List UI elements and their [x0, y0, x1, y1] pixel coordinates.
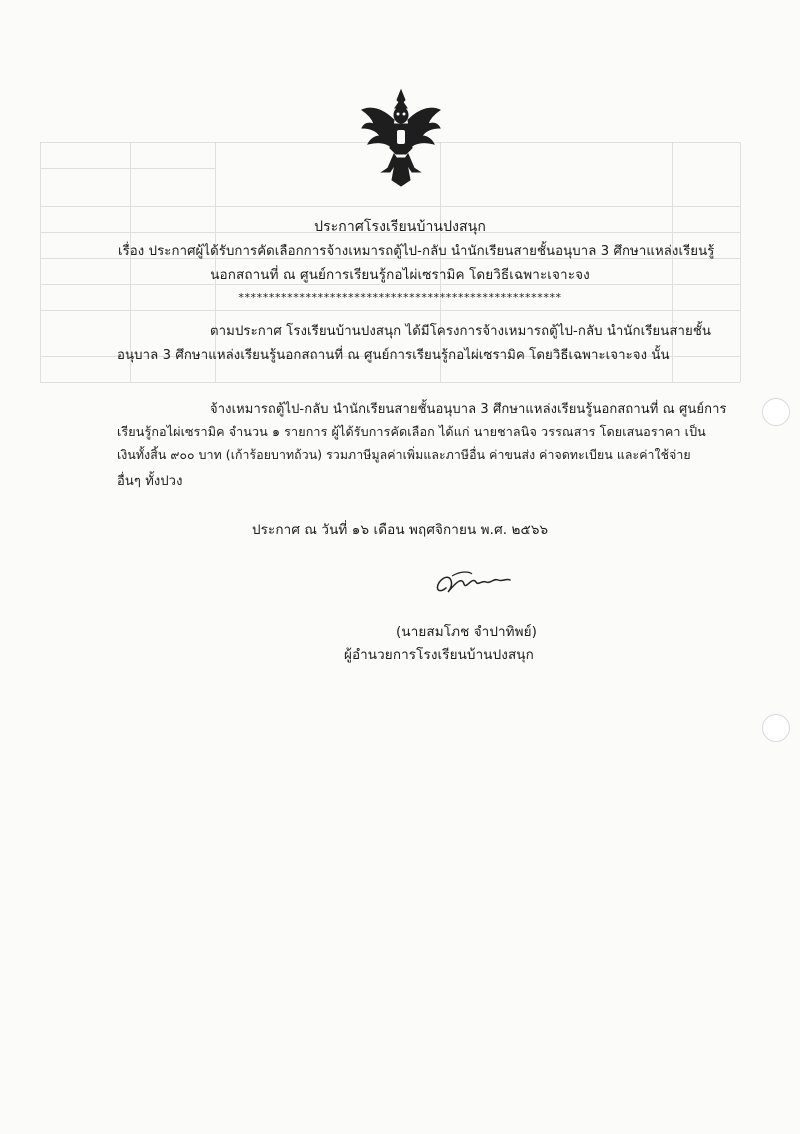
hole-punch-top	[762, 398, 790, 426]
separator-line: *****************************************************	[238, 291, 562, 304]
paragraph-2-line-1: จ้างเหมารถตู้ไป-กลับ นำนักเรียนสายชั้นอนุบาล 3 ศึกษาแหล่งเรียนรู้นอกสถานที่ ณ ศูนย์การ	[210, 402, 727, 417]
signatory-name: (นายสมโภช จำปาทิพย์)	[396, 624, 538, 640]
paragraph-2-line-2: เรียนรู้กอไผ่เซรามิค จำนวน ๑ รายการ ผู้ได้รับการคัดเลือก ได้แก่ นายชาลนิจ วรรณสาร โดยเสนอราคา เป็น	[117, 424, 706, 439]
subject-line-1: เรื่อง ประกาศผู้ได้รับการคัดเลือกการจ้างเหมารถตู้ไป-กลับ นำนักเรียนสายชั้นอนุบาล 3 ศึกษาแหล่งเรียนรู้	[118, 244, 715, 259]
garuda-emblem-icon	[360, 88, 442, 188]
signatory-position: ผู้อำนวยการโรงเรียนบ้านปงสนุก	[344, 647, 534, 663]
paragraph-1-line-1: ตามประกาศ โรงเรียนบ้านปงสนุก ได้มีโครงการจ้างเหมารถตู้ไป-กลับ นำนักเรียนสายชั้น	[210, 324, 712, 339]
handwritten-signature-icon	[432, 566, 522, 602]
paragraph-2-line-4: อื่นๆ ทั้งปวง	[117, 474, 183, 489]
subject-line-2: นอกสถานที่ ณ ศูนย์การเรียนรู้กอไผ่เซรามิค โดยวิธีเฉพาะเจาะจง	[210, 267, 590, 283]
paragraph-2-line-3: เงินทั้งสิ้น ๙๐๐ บาท (เก้าร้อยบาทถ้วน) รวมภาษีมูลค่าเพิ่มและภาษีอื่น ค่าขนส่ง ค่าจดทะเบียน และค่าใช้จ่าย	[117, 448, 691, 462]
announcement-date: ประกาศ ณ วันที่ ๑๖ เดือน พฤศจิกายน พ.ศ. ๒๕๖๖	[252, 522, 549, 538]
paragraph-1-line-2: อนุบาล 3 ศึกษาแหล่งเรียนรู้นอกสถานที่ ณ ศูนย์การเรียนรู้กอไผ่เซรามิค โดยวิธีเฉพาะเจาะจง นั้น	[117, 348, 670, 363]
hole-punch-bottom	[762, 714, 790, 742]
announcement-title: ประกาศโรงเรียนบ้านปงสนุก	[314, 219, 486, 235]
